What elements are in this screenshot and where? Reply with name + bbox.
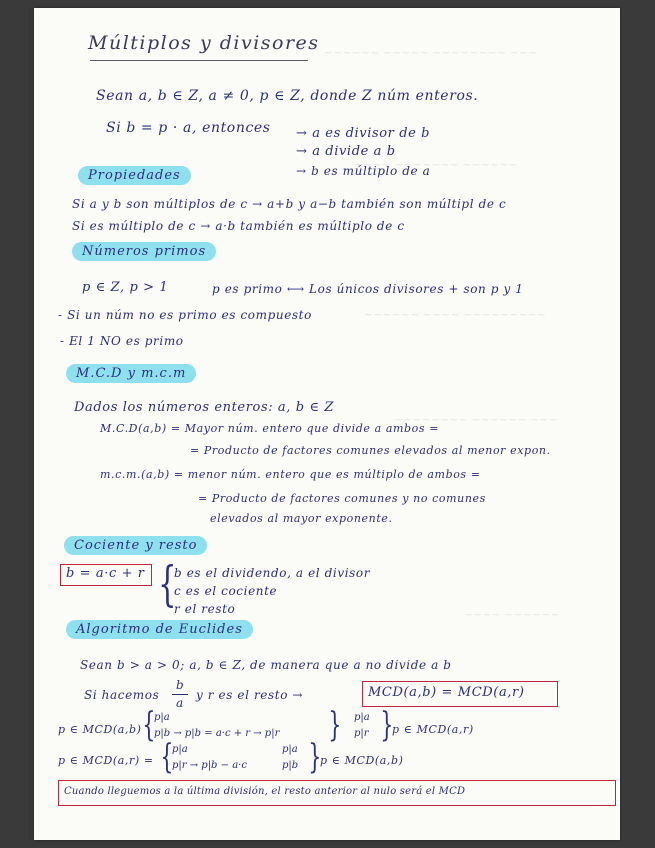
euclides-frac-num: b	[176, 678, 185, 692]
notebook-page	[34, 8, 620, 840]
euclides-implicacion-1-mid-top: p|a	[354, 712, 370, 723]
arrow-line-multiplo: → b es múltiplo de a	[296, 164, 431, 178]
cociente-cociente: c es el cociente	[174, 584, 278, 598]
euclides-implicacion-2-left: p ∈ MCD(a,r) =	[58, 754, 154, 767]
brace: {	[158, 556, 177, 612]
bleed-through-text: ~~~~ ~~~~~~~ ~~~~~~	[354, 158, 518, 171]
euclides-implicacion-2-right: p ∈ MCD(a,b)	[320, 754, 404, 767]
division-formula: b = a·c + r	[66, 566, 145, 581]
primo-compuesto: - Si un núm no es primo es compuesto	[58, 308, 312, 322]
heading-cociente-resto: Cociente y resto	[64, 536, 207, 555]
euclides-implicacion-1-left: p ∈ MCD(a,b)	[58, 723, 142, 736]
propiedad-producto: Si es múltiplo de c → a·b también es múltiplo de c	[72, 219, 405, 233]
brace: }	[308, 737, 322, 777]
brace: {	[142, 705, 156, 745]
heading-algoritmo-euclides: Algoritmo de Euclides	[66, 620, 253, 639]
euclides-implicacion-2-mid-top: p|a	[282, 744, 298, 755]
brace: {	[160, 737, 174, 777]
bleed-through-text: ~~~~~~~~ ~~~~~~ ~~~	[394, 413, 558, 426]
uno-no-primo: - El 1 NO es primo	[60, 334, 184, 348]
cociente-resto: r el resto	[174, 602, 236, 616]
euclides-implicacion-2-bot: p|r → p|b − a·c	[172, 760, 247, 771]
brace: }	[328, 705, 342, 745]
euclides-implicacion-1-top: p|a	[154, 712, 170, 723]
euclides-implicacion-1-mid-bot: p|r	[354, 728, 369, 739]
primo-definicion-right: p es primo ⟷ Los únicos divisores + son p y 1	[212, 282, 524, 296]
title-underline	[90, 60, 308, 61]
conclusion-text: Cuando lleguemos a la última división, el resto anterior al nulo será el MCD	[64, 786, 466, 797]
mcd-intro: Dados los números enteros: a, b ∈ Z	[74, 400, 334, 415]
euclides-result: MCD(a,b) = MCD(a,r)	[368, 685, 525, 700]
euclides-implicacion-1-right: p ∈ MCD(a,r)	[392, 723, 474, 736]
intro-line: Sean a, b ∈ Z, a ≠ 0, p ∈ Z, donde Z núm enteros.	[96, 88, 479, 104]
bleed-through-text: ~~~~ ~~~~~~	[464, 608, 560, 621]
euclides-resto: y r es el resto →	[196, 688, 304, 702]
mcd-producto: = Producto de factores comunes elevados al menor expon.	[190, 444, 551, 457]
primo-definicion-left: p ∈ Z, p > 1	[82, 280, 169, 295]
bleed-through-text: ~~~~~~ ~~~~ ~~~~~~~~~	[364, 308, 547, 321]
euclides-implicacion-2-top: p|a	[172, 744, 188, 755]
fraction-bar	[172, 694, 188, 695]
mcd-definicion: M.C.D(a,b) = Mayor núm. entero que divide a ambos =	[100, 422, 440, 435]
euclides-implicacion-2-mid-bot: p|b	[282, 760, 299, 771]
heading-numeros-primos: Números primos	[72, 242, 216, 261]
mcm-producto: = Producto de factores comunes y no comunes	[198, 492, 486, 505]
euclides-frac-den: a	[176, 696, 184, 710]
si-b-line: Si b = p · a, entonces	[106, 120, 271, 136]
euclides-hipotesis: Sean b > a > 0; a, b ∈ Z, de manera que a no divide a b	[80, 658, 452, 672]
arrow-line-divide: → a divide a b	[296, 144, 396, 159]
heading-mcd-mcm: M.C.D y m.c.m	[66, 364, 196, 383]
heading-propiedades: Propiedades	[78, 166, 191, 185]
euclides-implicacion-1-bot: p|b → p|b = a·c + r → p|r	[154, 728, 280, 739]
page-title: Múltiplos y divisores	[88, 32, 320, 54]
propiedad-suma-resta: Si a y b son múltiplos de c → a+b y a−b también son múltipl de c	[72, 197, 507, 211]
euclides-si-hacemos: Si hacemos	[84, 688, 160, 702]
mcm-exponente: elevados al mayor exponente.	[210, 512, 393, 525]
mcm-definicion: m.c.m.(a,b) = menor núm. entero que es múltiplo de ambos =	[100, 468, 481, 481]
brace: }	[380, 705, 394, 745]
cociente-dividendo: b es el dividendo, a el divisor	[174, 566, 371, 580]
bleed-through-text: ~~~~~~ ~~~~~ ~~~~~~~~ ~~~	[324, 46, 538, 59]
arrow-line-divisor: → a es divisor de b	[296, 126, 431, 141]
